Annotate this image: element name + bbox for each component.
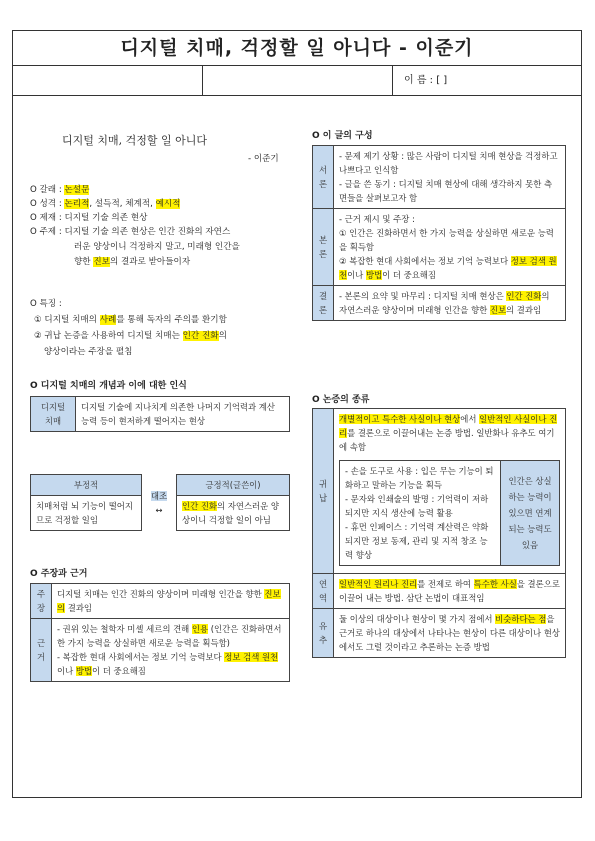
claim-heading: O 주장과 근거 xyxy=(30,569,88,579)
example-2: - 문자와 인쇄술의 발명 : 기억력이 저하되지만 지식 생산에 능력 활용 xyxy=(345,494,489,518)
basis-1: - 권위 있는 철학자 미셸 세르의 견해 인용 (인간은 진화하면서 한 가지 능력을 상실하면 새로운 능력을 획득함) xyxy=(57,624,282,648)
body-item-2: ① 인간은 진화하면서 한 가지 능력을 상실하면 새로운 능력을 획득함 xyxy=(339,228,554,252)
intro-label: 서론 xyxy=(313,146,334,209)
basis-2: - 복잡한 현대 사회에서는 정보 기억 능력보다 정보 검색 원천이나 방법이 더 중요해짐 xyxy=(57,652,279,676)
analogy-text: 둘 이상의 대상이나 현상이 몇 가지 점에서 비슷하다는 점을 근거로 하나의 대상에서 나타나는 현상이 다른 대상이나 현상에서도 그럴 것이라고 추론하는 논증 방법 xyxy=(334,609,566,658)
deduction-label: 연역 xyxy=(313,574,334,609)
feature-1: ① 디지털 치매의 사례를 통해 독자의 주의를 환기함 xyxy=(34,315,227,325)
deduction-text: 일반적인 원리나 진리를 전제로 하여 특수한 사실을 결론으로 이끌어 내는 방법. 삼단 논법이 대표적임 xyxy=(334,574,566,609)
pos-heading: 긍정적(글쓴이) xyxy=(177,475,290,496)
concept-text: 디지털 기술에 지나치게 의존한 나머지 기억력과 계산 능력 등이 현저하게 떨어지는 현상 xyxy=(76,397,290,432)
intro-item-1: - 문제 제기 상황 : 많은 사람이 디지털 치매 현상을 걱정하고 나쁘다고 인식함 xyxy=(339,151,558,175)
feature-2: ② 귀납 논증을 사용하여 디지털 치매는 인간 진화의 xyxy=(34,331,227,341)
page-title: 디지털 치매, 걱정할 일 아니다 - 이준기 xyxy=(12,30,582,66)
features xyxy=(30,296,292,360)
basis-label: 근거 xyxy=(31,619,52,682)
claim-table xyxy=(30,583,290,682)
basis-text xyxy=(52,619,290,682)
theme-line: O 주제 : 디지털 기술 의존 현상은 인간 진화의 자연스 러운 양상이니 걱정하지 말고, 미래형 인간을 향한 진보의 결과로 받아들이자 xyxy=(30,227,240,267)
name-field[interactable]: 이 름 : [ ] xyxy=(404,75,448,86)
intro-item-2: - 글을 쓴 동기 : 디지털 치매 현상에 대해 생각하지 못한 측면들을 살펴보고자 함 xyxy=(339,179,553,203)
features-heading: O 특징 : xyxy=(30,299,62,309)
body-item-3: ② 복잡한 현대 사회에서는 정보 기억 능력보다 정보 검색 원천이나 방법이 더 중요해짐 xyxy=(339,256,557,280)
example-3: - 휴먼 인페이스 : 기억력 계산력은 약화되지만 정보 동제, 관리 및 지적 창조 능력 향상 xyxy=(345,522,489,560)
structure-table xyxy=(312,145,566,321)
concept-label: 디지털 치매 xyxy=(31,397,76,432)
genre-line: O 갈래 : 논설문 xyxy=(30,185,90,195)
body-item-1: - 근거 제시 및 주장 : xyxy=(339,214,415,224)
examples-summary: 인간은 상실하는 능력이 있으면 연계 되는 능력도 있음 xyxy=(501,461,560,566)
contrast-label: 대조 xyxy=(150,490,168,501)
induction-examples xyxy=(339,460,560,566)
types-heading: O 논증의 종류 xyxy=(312,395,370,405)
view-table xyxy=(30,474,290,531)
pos-text: 인간 진화의 자연스러운 양상이니 걱정할 일이 아님 xyxy=(177,496,290,531)
info-cell-2 xyxy=(202,66,393,95)
analogy-label: 유추 xyxy=(313,609,334,658)
contrast-cell xyxy=(142,475,177,531)
conclusion-text: - 본론의 요약 및 마무리 : 디지털 치매 현상은 인간 진화의 자연스러운 양상이며 미래형 인간을 향한 진보의 결과임 xyxy=(334,286,566,321)
induction-def: 개별적이고 특수한 사실이나 현상에서 일반적인 사실이나 진리를 결론으로 이끌어내는 논증 방법. 일반화나 유추도 여기에 속함 xyxy=(339,414,558,452)
neg-heading: 부정적 xyxy=(31,475,142,496)
body-text xyxy=(334,209,566,286)
feature-2-cont: 양상이라는 주장을 펼침 xyxy=(44,347,133,357)
neg-text: 치매처럼 뇌 기능이 떨어지므로 걱정할 일임 xyxy=(31,496,142,531)
body-label: 본론 xyxy=(313,209,334,286)
claim-label: 주장 xyxy=(31,584,52,619)
intro-text xyxy=(334,146,566,209)
essay-title: 디지털 치매, 걱정할 일 아니다 xyxy=(62,134,207,147)
types-table xyxy=(312,408,566,658)
concept-table xyxy=(30,396,290,432)
topic-line: O 제재 : 디지털 기술 의존 현상 xyxy=(30,213,148,223)
structure-heading: O 이 글의 구성 xyxy=(312,131,373,141)
contrast-arrow: ↔ xyxy=(155,504,163,515)
claim-text: 디지털 치매는 인간 진화의 양상이며 미래형 인간을 향한 진보의 결과임 xyxy=(52,584,290,619)
induction-label: 귀납 xyxy=(313,409,334,574)
conclusion-label: 결론 xyxy=(313,286,334,321)
example-1: - 손을 도구로 사용 : 입은 무는 기능이 퇴화하고 말하는 기능을 획득 xyxy=(345,466,494,490)
info-row xyxy=(12,66,582,96)
essay-author: - 이준기 xyxy=(248,154,279,164)
induction-text xyxy=(334,409,566,574)
info-cell-1 xyxy=(12,66,203,95)
nature-line: O 성격 : 논리적, 설득적, 체계적, 예시적 xyxy=(30,199,181,209)
info-list xyxy=(30,183,292,270)
concept-heading: O 디지털 치매의 개념과 이에 대한 인식 xyxy=(30,381,187,391)
examples-list xyxy=(340,461,501,566)
